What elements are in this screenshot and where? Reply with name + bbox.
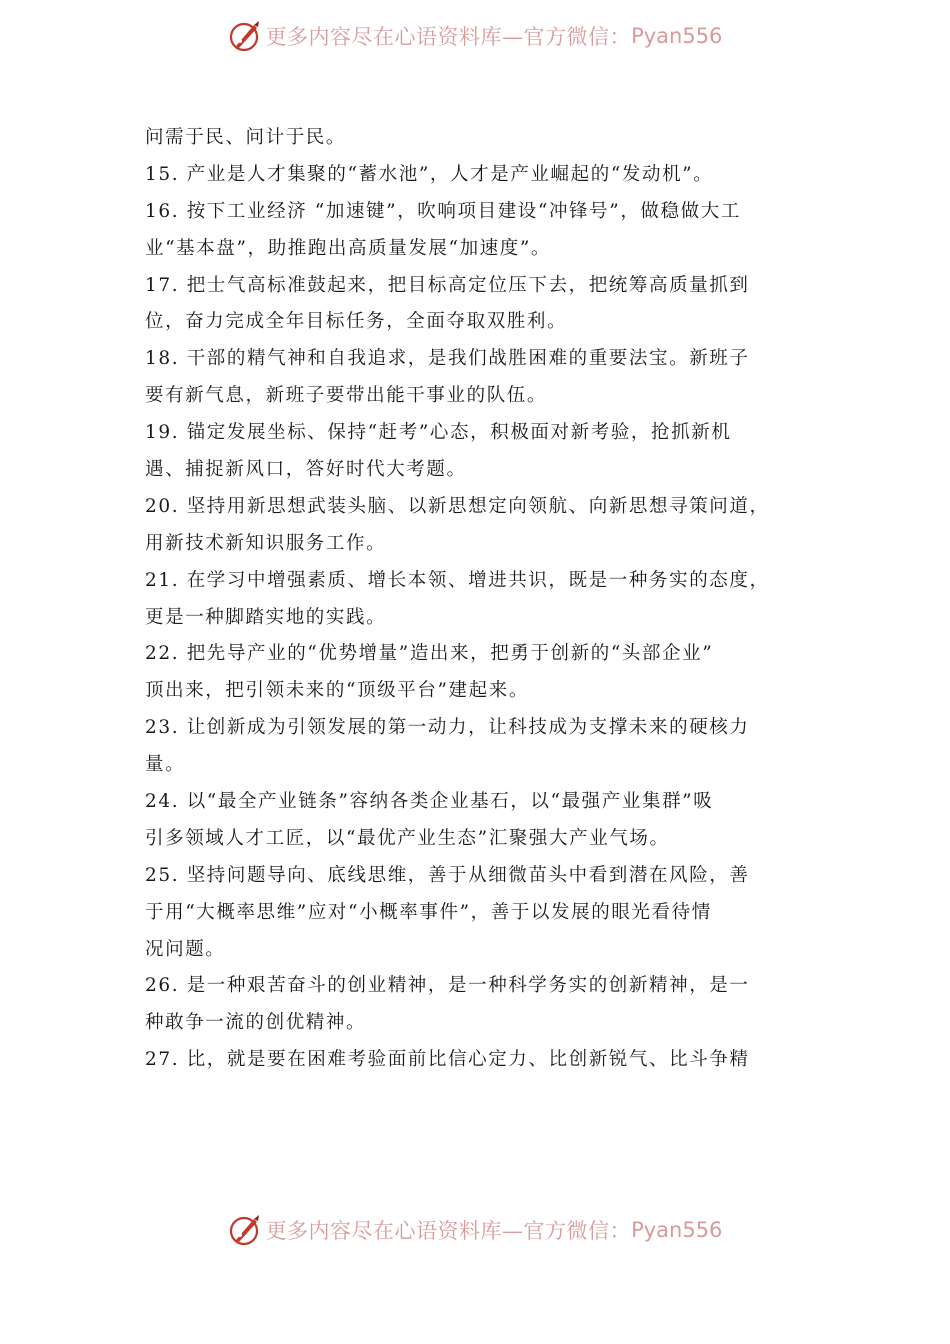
text-line: 种敢争一流的创优精神。 [145,1012,367,1034]
text-line: 26. 是一种艰苦奋斗的创业精神，是一种科学务实的创新精神，是一 [145,975,750,997]
text-line: 位，奋力完成全年目标任务，全面夺取双胜利。 [145,311,568,333]
text-line: 量。 [145,754,186,776]
quill-logo-icon [228,19,262,53]
footer-banner [0,1208,950,1252]
text-line: 要有新气息，新班子要带出能干事业的队伍。 [145,385,548,407]
header-contact-id: Pyan556 [631,24,723,48]
text-line: 业“基本盘”，助推跑出高质量发展“加速度”。 [145,237,552,259]
text-line: 15. 产业是人才集聚的“蓄水池”，人才是产业崛起的“发动机”。 [145,163,714,185]
text-line: 19. 锚定发展坐标、保持“赶考”心态，积极面对新考验，抢抓新机 [145,422,732,444]
text-line: 更是一种脚踏实地的实践。 [145,606,387,628]
document-body [145,120,805,1079]
text-line: 引多领域人才工匠，以“最优产业生态”汇聚强大产业气场。 [145,827,670,849]
text-line: 顶出来，把引领未来的“顶级平台”建起来。 [145,680,529,702]
text-line: 23. 让创新成为引领发展的第一动力，让科技成为支撑未来的硬核力 [145,717,750,739]
header-banner [0,14,950,58]
text-line: 24. 以“最全产业链条”容纳各类企业基石，以“最强产业集群”吸 [145,791,714,813]
text-line: 用新技术新知识服务工作。 [145,532,387,554]
footer-brand-text: 更多内容尽在心语资料库—官方微信： [265,1219,632,1243]
text-line: 21. 在学习中增强素质、增长本领、增进共识，既是一种务实的态度， [145,569,770,591]
text-line: 25. 坚持问题导向、底线思维，善于从细微苗头中看到潜在风险，善 [145,864,750,886]
text-line: 16. 按下工业经济 “加速键”，吹响项目建设“冲锋号”，做稳做大工 [145,200,741,222]
text-line: 22. 把先导产业的“优势增量”造出来，把勇于创新的“头部企业” [145,643,714,665]
text-line: 况问题。 [145,938,226,960]
text-line: 17. 把士气高标准鼓起来，把目标高定位压下去，把统筹高质量抓到 [145,274,750,296]
footer-contact-id: Pyan556 [631,1218,723,1242]
text-line: 18. 干部的精气神和自我追求，是我们战胜困难的重要法宝。新班子 [145,348,750,370]
text-line: 于用“大概率思维”应对“小概率事件”，善于以发展的眼光看待情 [145,901,712,923]
text-line: 问需于民、问计于民。 [145,127,347,148]
header-brand-text: 更多内容尽在心语资料库—官方微信： [265,25,632,49]
text-line: 20. 坚持用新思想武装头脑、以新思想定向领航、向新思想寻策问道， [145,495,770,517]
text-line: 27. 比，就是要在困难考验面前比信心定力、比创新锐气、比斗争精 [145,1049,750,1071]
quill-logo-icon [228,1213,262,1247]
text-line: 遇、捕捉新风口，答好时代大考题。 [145,459,467,481]
